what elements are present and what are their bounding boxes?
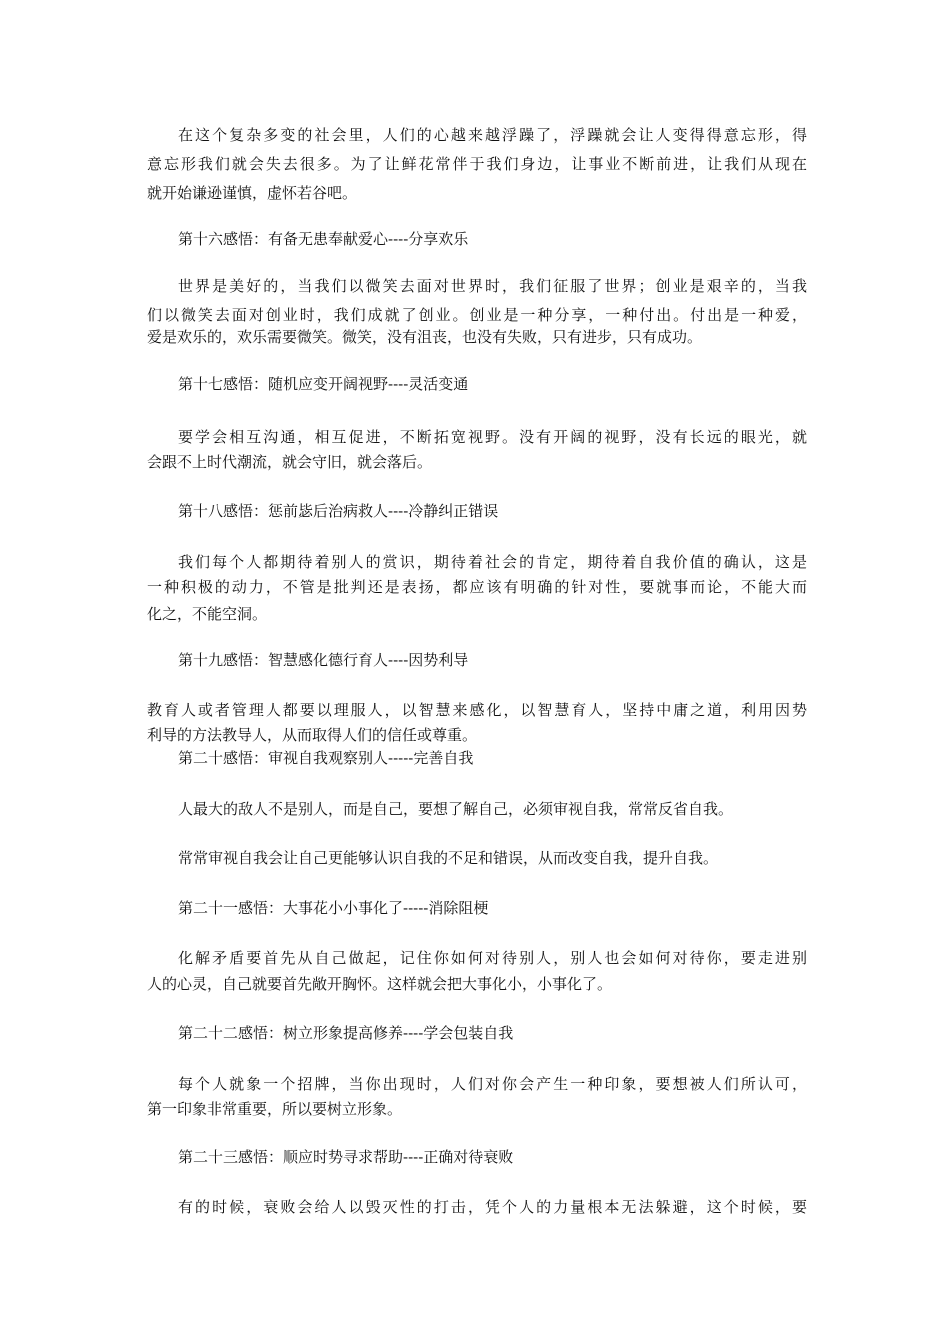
section-heading: 第二十三感悟：顺应时势寻求帮助----正确对待衰败 [178, 1148, 514, 1166]
text-line: 爱是欢乐的，欢乐需要微笑。微笑，没有沮丧，也没有失败，只有进步，只有成功。 [147, 328, 703, 346]
text-line: 化之，不能空洞。 [147, 605, 268, 623]
text-line: 利导的方法教导人，从而取得人们的信任或尊重。 [147, 726, 478, 744]
text-line: 会跟不上时代潮流，就会守旧，就会落后。 [147, 453, 433, 471]
text-line: 们以微笑去面对创业时，我们成就了创业。创业是一种分享，一种付出。付出是一种爱， [147, 306, 807, 324]
text-line: 常常审视自我会让自己更能够认识自我的不足和错误，从而改变自我，提升自我。 [178, 849, 719, 867]
text-line: 第一印象非常重要，所以要树立形象。 [147, 1100, 403, 1118]
text-line: 意忘形我们就会失去很多。为了让鲜花常伴于我们身边，让事业不断前进，让我们从现在 [147, 155, 807, 173]
section-heading: 第二十一感悟：大事花小小事化了-----消除阻梗 [178, 899, 489, 917]
text-line: 教育人或者管理人都要以理服人，以智慧来感化，以智慧育人，坚持中庸之道，利用因势 [147, 701, 807, 719]
text-line: 要学会相互沟通，相互促进，不断拓宽视野。没有开阔的视野，没有长远的眼光，就 [178, 428, 807, 446]
section-heading: 第二十二感悟：树立形象提高修养----学会包装自我 [178, 1024, 514, 1042]
section-heading: 第十八感悟：惩前毖后治病救人----冷静纠正错误 [178, 502, 499, 520]
text-line: 世界是美好的，当我们以微笑去面对世界时，我们征服了世界；创业是艰辛的，当我 [178, 277, 807, 295]
text-line: 我们每个人都期待着别人的赏识，期待着社会的肯定，期待着自我价值的确认，这是 [178, 553, 807, 571]
text-line: 有的时候，衰败会给人以毁灭性的打击，凭个人的力量根本无法躲避，这个时候，要 [178, 1198, 807, 1216]
text-line: 在这个复杂多变的社会里，人们的心越来越浮躁了，浮躁就会让人变得得意忘形，得 [178, 126, 807, 144]
text-line: 化解矛盾要首先从自己做起，记住你如何对待别人，别人也会如何对待你，要走进别 [178, 949, 807, 967]
text-line: 每个人就象一个招牌，当你出现时，人们对你会产生一种印象，要想被人们所认可， [178, 1075, 807, 1093]
text-line: 人的心灵，自己就要首先敞开胸怀。这样就会把大事化小，小事化了。 [147, 975, 613, 993]
section-heading: 第二十感悟：审视自我观察别人-----完善自我 [178, 749, 474, 767]
text-line: 就开始谦逊谨慎，虚怀若谷吧。 [147, 184, 358, 202]
section-heading: 第十九感悟：智慧感化德行育人----因势利导 [178, 651, 469, 669]
text-line: 人最大的敌人不是别人，而是自己，要想了解自己，必须审视自我，常常反省自我。 [178, 800, 734, 818]
text-line: 一种积极的动力，不管是批判还是表扬，都应该有明确的针对性，要就事而论，不能大而 [147, 578, 807, 596]
section-heading: 第十六感悟：有备无患奉献爱心----分享欢乐 [178, 230, 469, 248]
section-heading: 第十七感悟：随机应变开阔视野----灵活变通 [178, 375, 469, 393]
